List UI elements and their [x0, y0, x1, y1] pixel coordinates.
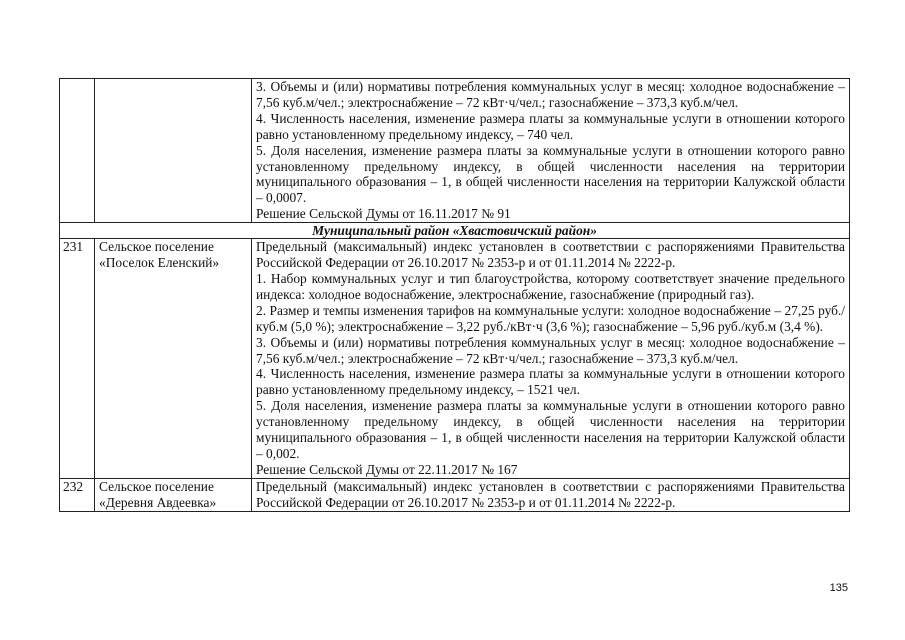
table-row-232 [60, 478, 850, 511]
page-number: 135 [829, 582, 848, 594]
paragraph: 5. Доля населения, изменение размера платы за коммунальные услуги в отношении которого равно установленному предельному индексу, в общей численности населения на территории муниципального образования – 1, в общей численности населения на территории Калужской области – 0,0007. [256, 142, 845, 206]
section-row [60, 223, 850, 239]
table-row-previous [60, 79, 850, 223]
description-cell [252, 478, 850, 511]
paragraph: 2. Размер и темпы изменения тарифов на коммунальные услуги: холодное водоснабжение – 27,25 руб./куб.м (5,0 %); электроснабжение – 3,22 руб./кВт·ч (3,6 %); газоснабжение – 5,96 руб./куб.м (3,4 %). [256, 302, 845, 334]
row-number-cell: 232 [60, 478, 95, 511]
row-number-cell: 231 [60, 239, 95, 479]
paragraph: Предельный (максимальный) индекс установлен в соответствии с распоряжениями Правительства Российской Федерации от 26.10.2017 № 2353-р и от 01.11.2014 № 2222-р. [256, 239, 845, 271]
description-cell [252, 79, 850, 223]
document-table [59, 78, 850, 512]
decision-reference: Решение Сельской Думы от 16.11.2017 № 91 [256, 206, 511, 222]
paragraph: Предельный (максимальный) индекс установлен в соответствии с распоряжениями Правительства Российской Федерации от 26.10.2017 № 2353-р и от 01.11.2014 № 2222-р. [256, 478, 845, 510]
settlement-name-cell [95, 79, 252, 223]
paragraph: 3. Объемы и (или) нормативы потребления коммунальных услуг в месяц: холодное водоснабжение – 7,56 куб.м/чел.; электроснабжение – 72 кВт·ч/чел.; газоснабжение – 373,3 куб.м/чел. [256, 334, 845, 366]
settlement-name-cell: Сельское поселение «Деревня Авдеевка» [95, 478, 252, 511]
table-row-231 [60, 239, 850, 479]
description-cell [252, 239, 850, 479]
section-title: Муниципальный район «Хвастовичский район» [60, 223, 850, 239]
settlement-name-cell: Сельское поселение «Поселок Еленский» [95, 239, 252, 479]
row-number-cell [60, 79, 95, 223]
paragraph: 4. Численность населения, изменение размера платы за коммунальные услуги в отношении которого равно установленному предельному индексу, – 740 чел. [256, 110, 845, 142]
paragraph: 5. Доля населения, изменение размера платы за коммунальные услуги в отношении которого равно установленному предельному индексу, в общей численности населения на территории муниципального образования – 1, в общей численности населения на территории Калужской области – 0,002. [256, 398, 845, 461]
paragraph: 3. Объемы и (или) нормативы потребления коммунальных услуг в месяц: холодное водоснабжение – 7,56 куб.м/чел.; электроснабжение – 72 кВт·ч/чел.; газоснабжение – 373,3 куб.м/чел. [256, 79, 845, 110]
paragraph: 4. Численность населения, изменение размера платы за коммунальные услуги в отношении которого равно установленному предельному индексу, – 1521 чел. [256, 366, 845, 398]
paragraph: 1. Набор коммунальных услуг и тип благоустройства, которому соответствует значение предельного индекса: холодное водоснабжение, электроснабжение, газоснабжение (природный газ). [256, 270, 845, 302]
decision-reference: Решение Сельской Думы от 22.11.2017 № 167 [256, 461, 518, 477]
